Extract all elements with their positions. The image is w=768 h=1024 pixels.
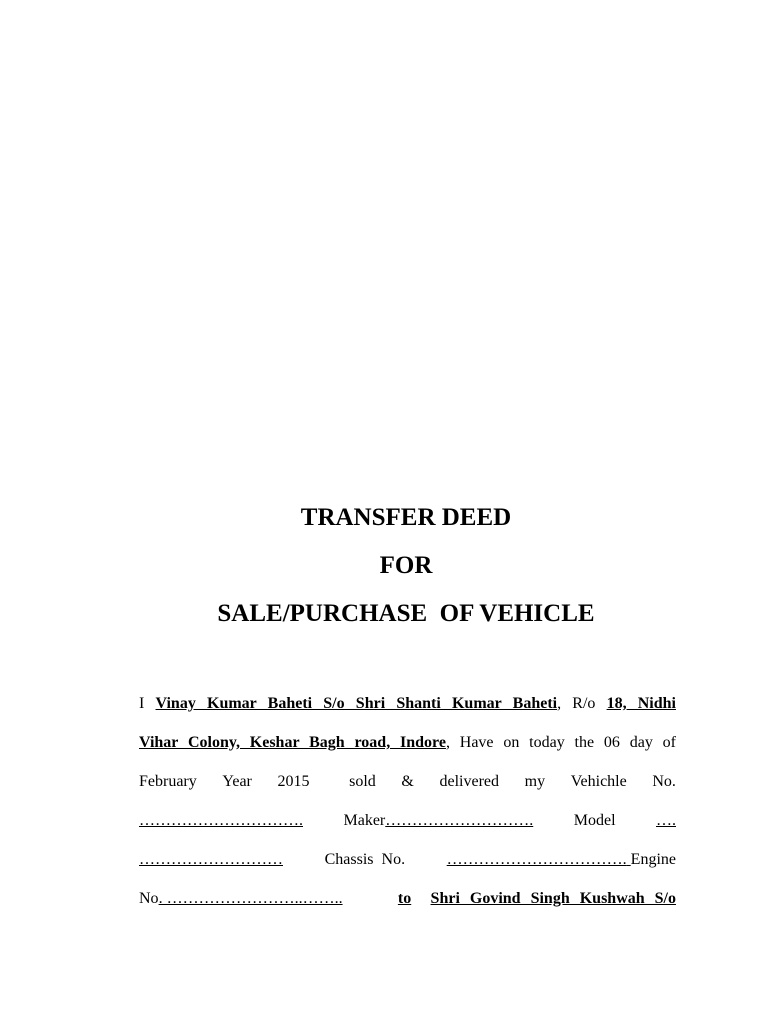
maker-label: Maker	[343, 812, 386, 829]
vehicle-no-label: No.	[652, 773, 676, 790]
title-line-transfer-deed: TRANSFER DEED	[300, 504, 512, 531]
vehicle-no-blank: ………………………….	[139, 812, 303, 829]
model-label: Model	[573, 812, 616, 829]
sold-text: sold	[349, 773, 376, 790]
resident-of-label: , R/o	[557, 695, 596, 712]
delivered-text: delivered	[439, 773, 500, 790]
model-blank-b: ………………………	[139, 851, 283, 868]
buyer-to-label: to	[397, 890, 412, 907]
year-value: 2015	[277, 773, 310, 790]
seller-name: Vinay Kumar Baheti S/o Shri Shanti Kumar Baheti	[155, 695, 558, 712]
month-text: February	[139, 773, 197, 790]
engine-label: Engine	[630, 851, 676, 868]
year-label: Year	[222, 773, 252, 790]
chassis-blank: …………………………….	[446, 851, 627, 868]
engine-no-blank: . ……………………..……..	[158, 890, 343, 907]
buyer-name: Shri Govind Singh Kushwah S/o	[430, 890, 676, 907]
engine-no-label: No	[139, 890, 159, 907]
seller-address-part1: 18, Nidhi	[606, 695, 676, 712]
ampersand-text: &	[401, 773, 414, 790]
title-line-sale-purchase: SALE/PURCHASE OF VEHICLE	[217, 600, 595, 627]
deed-line-3	[139, 762, 676, 801]
deed-line-5	[139, 840, 676, 879]
deed-line-2	[139, 723, 676, 762]
title-line-for: FOR	[379, 552, 433, 579]
deed-line-1	[139, 684, 676, 723]
transfer-date-text: , Have on today the 06 day of	[445, 734, 676, 751]
deed-paragraph	[139, 684, 676, 918]
document-title	[0, 494, 768, 638]
vehicle-text: Vehichle	[570, 773, 627, 790]
seller-address-part2: Vihar Colony, Keshar Bagh road, Indore	[139, 734, 446, 751]
deed-line-4	[139, 801, 676, 840]
pronoun-i: I	[139, 695, 145, 712]
deed-line-6	[139, 879, 676, 918]
maker-blank: ……………………….	[385, 812, 534, 829]
chassis-label: Chassis No.	[324, 851, 406, 868]
model-blank-a: ….	[656, 812, 676, 829]
my-text: my	[524, 773, 546, 790]
